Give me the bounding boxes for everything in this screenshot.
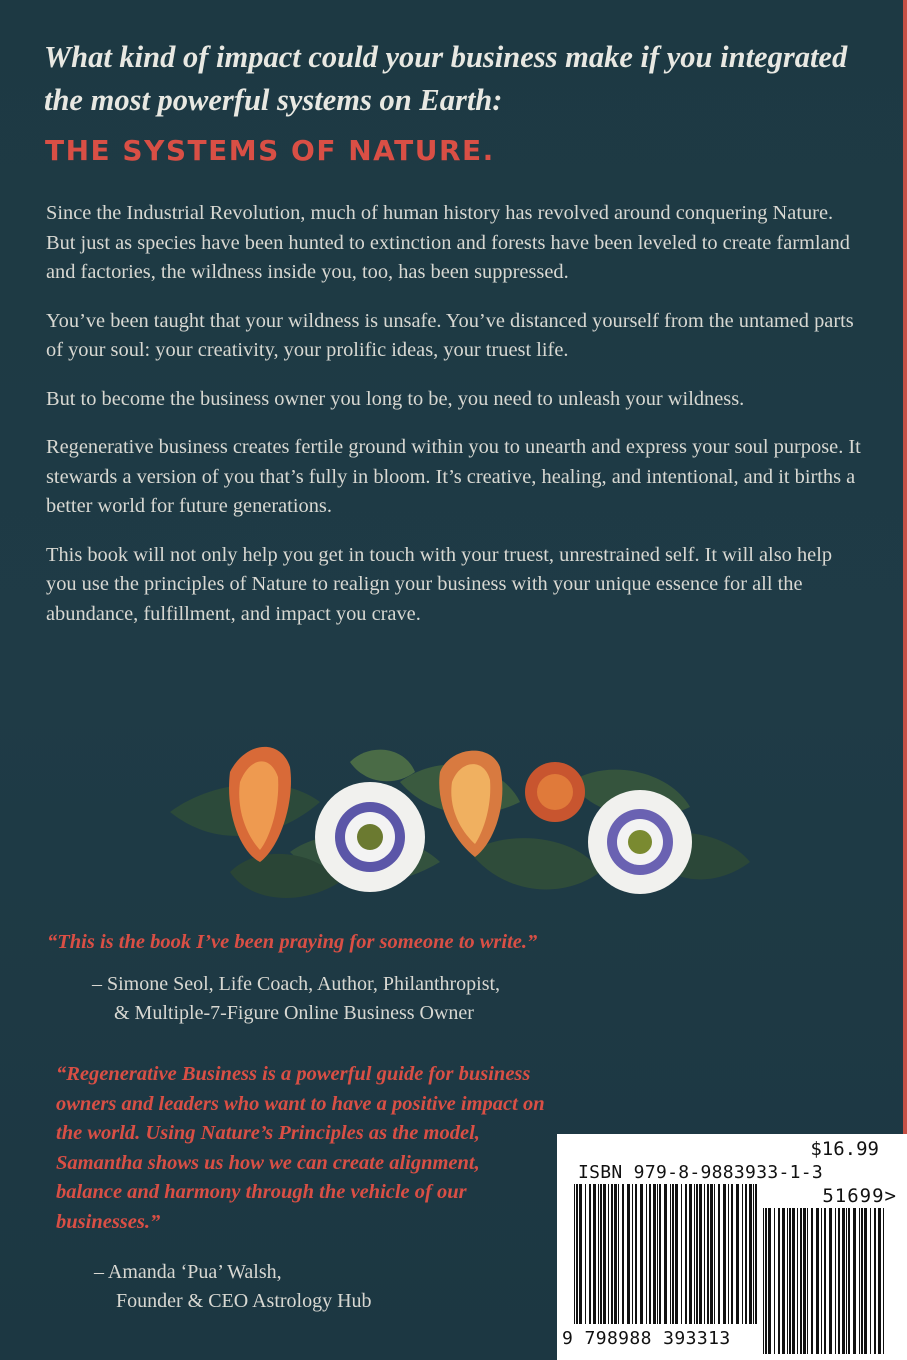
barcode-bar xyxy=(838,1208,840,1354)
barcode-bar xyxy=(797,1208,798,1354)
paragraph: Since the Industrial Revolution, much of human history has revolved around conquering Nature. But just as species have been hunted to extinction and forests have been leveled to create farmland and factories, the wildness inside you, too, has been suppressed. xyxy=(46,202,851,283)
barcode-bar xyxy=(585,1184,586,1324)
attribution-line: & Multiple-7-Figure Online Business Owner xyxy=(114,1002,474,1024)
barcode-bar xyxy=(618,1184,619,1324)
barcode-bar xyxy=(603,1184,606,1324)
barcode-bar xyxy=(853,1208,856,1354)
barcode-bar xyxy=(627,1184,630,1324)
passion-flower xyxy=(588,790,692,894)
barcode-bar xyxy=(707,1184,709,1324)
barcode-bar xyxy=(689,1184,692,1324)
barcode-bar xyxy=(870,1208,871,1354)
ean-barcode xyxy=(574,1184,758,1344)
barcode-bar xyxy=(699,1184,702,1324)
barcode-bar xyxy=(807,1208,808,1354)
barcode-bar xyxy=(749,1184,752,1324)
barcode-bar xyxy=(649,1184,651,1324)
testimonial-quote: “This is the book I’ve been praying for someone to write.” xyxy=(47,931,538,953)
barcode-bar xyxy=(657,1184,658,1324)
protea-flower xyxy=(439,751,502,857)
testimonial-attribution xyxy=(92,970,692,1028)
subhead: THE SYSTEMS OF NATURE. xyxy=(45,134,495,167)
barcode-bar xyxy=(574,1184,575,1324)
paragraph: This book will not only help you get in touch with your truest, unrestrained self. It will also help you use the principles of Nature to realign your business with your unique essence for all the abundance, fulfillment, and impact you crave. xyxy=(46,543,833,625)
body-text xyxy=(46,199,866,648)
pincushion-flower xyxy=(525,762,585,822)
price-barcode xyxy=(763,1208,887,1354)
barcode-bar xyxy=(792,1208,795,1354)
barcode-bar xyxy=(685,1184,687,1324)
barcode-bar xyxy=(611,1184,613,1324)
barcode-bar xyxy=(782,1208,785,1354)
barcode-bar xyxy=(576,1184,578,1324)
barcode-bar xyxy=(632,1184,633,1324)
barcode-bar xyxy=(829,1208,832,1354)
barcode-bar xyxy=(696,1184,698,1324)
barcode-bar xyxy=(646,1184,647,1324)
barcode-digits: 9 798988 393313 xyxy=(562,1328,731,1349)
barcode-bar xyxy=(593,1184,596,1324)
price-addon-label: 51699> xyxy=(822,1185,897,1207)
barcode-bar xyxy=(635,1184,637,1324)
barcode-bar xyxy=(765,1208,767,1354)
attribution-line: – Simone Seol, Life Coach, Author, Philanthropist, xyxy=(92,973,501,995)
barcode-bar xyxy=(608,1184,609,1324)
paragraph: Regenerative business creates fertile ground within you to unearth and express your soul purpose. It stewards a version of you that’s fully in bloom. It’s creative, healing, and intentional, and it births a better world for future generations. xyxy=(46,436,861,517)
barcode-bar xyxy=(742,1184,743,1324)
barcode-bar xyxy=(859,1208,860,1354)
barcode-bar xyxy=(589,1184,591,1324)
barcode-bar xyxy=(778,1208,780,1354)
barcode-bar xyxy=(736,1184,739,1324)
paragraph: You’ve been taught that your wildness is unsafe. You’ve distanced yourself from the untamed parts of your soul: your creativity, your prolific ideas, your truest life. xyxy=(46,309,854,361)
barcode-bar xyxy=(714,1184,715,1324)
barcode-bar xyxy=(811,1208,813,1354)
barcode-bar xyxy=(745,1184,747,1324)
barcode-bar xyxy=(718,1184,720,1324)
barcode-bar xyxy=(800,1208,802,1354)
barcode-bar xyxy=(614,1184,617,1324)
barcode-bar xyxy=(653,1184,656,1324)
testimonial-quote: “Regenerative Business is a powerful guide for business owners and leaders who want to have a positive impact on the world. Using Nature’s Principles as the model, Samantha shows us how we can create alignment, balance and harmony through the vehicle of our businesses.” xyxy=(56,1063,545,1233)
paragraph: But to become the business owner you long to be, you need to unleash your wildness. xyxy=(46,387,745,410)
barcode-bar xyxy=(846,1208,847,1354)
headline: What kind of impact could your business make if you integrated the most powerful systems on Earth: xyxy=(44,40,848,117)
barcode-bar xyxy=(723,1184,726,1324)
barcode-bar xyxy=(664,1184,667,1324)
barcode-bar xyxy=(787,1208,788,1354)
barcode-bar xyxy=(622,1184,624,1324)
barcode-bar xyxy=(803,1208,806,1354)
barcode-bar xyxy=(731,1184,733,1324)
barcode-panel xyxy=(557,1134,907,1360)
passion-flower xyxy=(315,782,425,892)
barcode-bar xyxy=(864,1208,867,1354)
barcode-bar xyxy=(883,1208,884,1354)
barcode-bar xyxy=(579,1184,582,1324)
barcode-bar xyxy=(710,1184,713,1324)
barcode-bar xyxy=(753,1184,754,1324)
isbn-label: ISBN 979-8-9883933-1-3 xyxy=(578,1162,824,1183)
barcode-bar xyxy=(704,1184,705,1324)
barcode-bar xyxy=(672,1184,674,1324)
barcode-bar xyxy=(681,1184,682,1324)
barcode-bar xyxy=(768,1208,771,1354)
barcode-bar xyxy=(835,1208,836,1354)
botanical-illustration xyxy=(170,742,750,917)
barcode-bar xyxy=(755,1184,757,1324)
barcode-bar xyxy=(821,1208,822,1354)
barcode-bar xyxy=(774,1208,775,1354)
testimonial-attribution xyxy=(94,1258,544,1316)
barcode-bar xyxy=(728,1184,729,1324)
barcode-bar xyxy=(816,1208,819,1354)
barcode-bar xyxy=(789,1208,791,1354)
protea-flower xyxy=(229,747,291,862)
barcode-bar xyxy=(874,1208,876,1354)
barcode-bar xyxy=(878,1208,881,1354)
barcode-bar xyxy=(659,1184,661,1324)
barcode-bar xyxy=(861,1208,863,1354)
barcode-bar xyxy=(598,1184,599,1324)
barcode-bar xyxy=(675,1184,678,1324)
barcode-bar xyxy=(842,1208,845,1354)
barcode-bar xyxy=(824,1208,826,1354)
barcode-bar xyxy=(763,1208,764,1354)
attribution-line: – Amanda ‘Pua’ Walsh, xyxy=(94,1261,282,1283)
attribution-line: Founder & CEO Astrology Hub xyxy=(116,1290,372,1312)
barcode-bar xyxy=(600,1184,602,1324)
price-label: $16.99 xyxy=(810,1138,879,1160)
barcode-bar xyxy=(640,1184,643,1324)
barcode-bar xyxy=(848,1208,850,1354)
barcode-bar xyxy=(694,1184,695,1324)
barcode-bar xyxy=(670,1184,671,1324)
